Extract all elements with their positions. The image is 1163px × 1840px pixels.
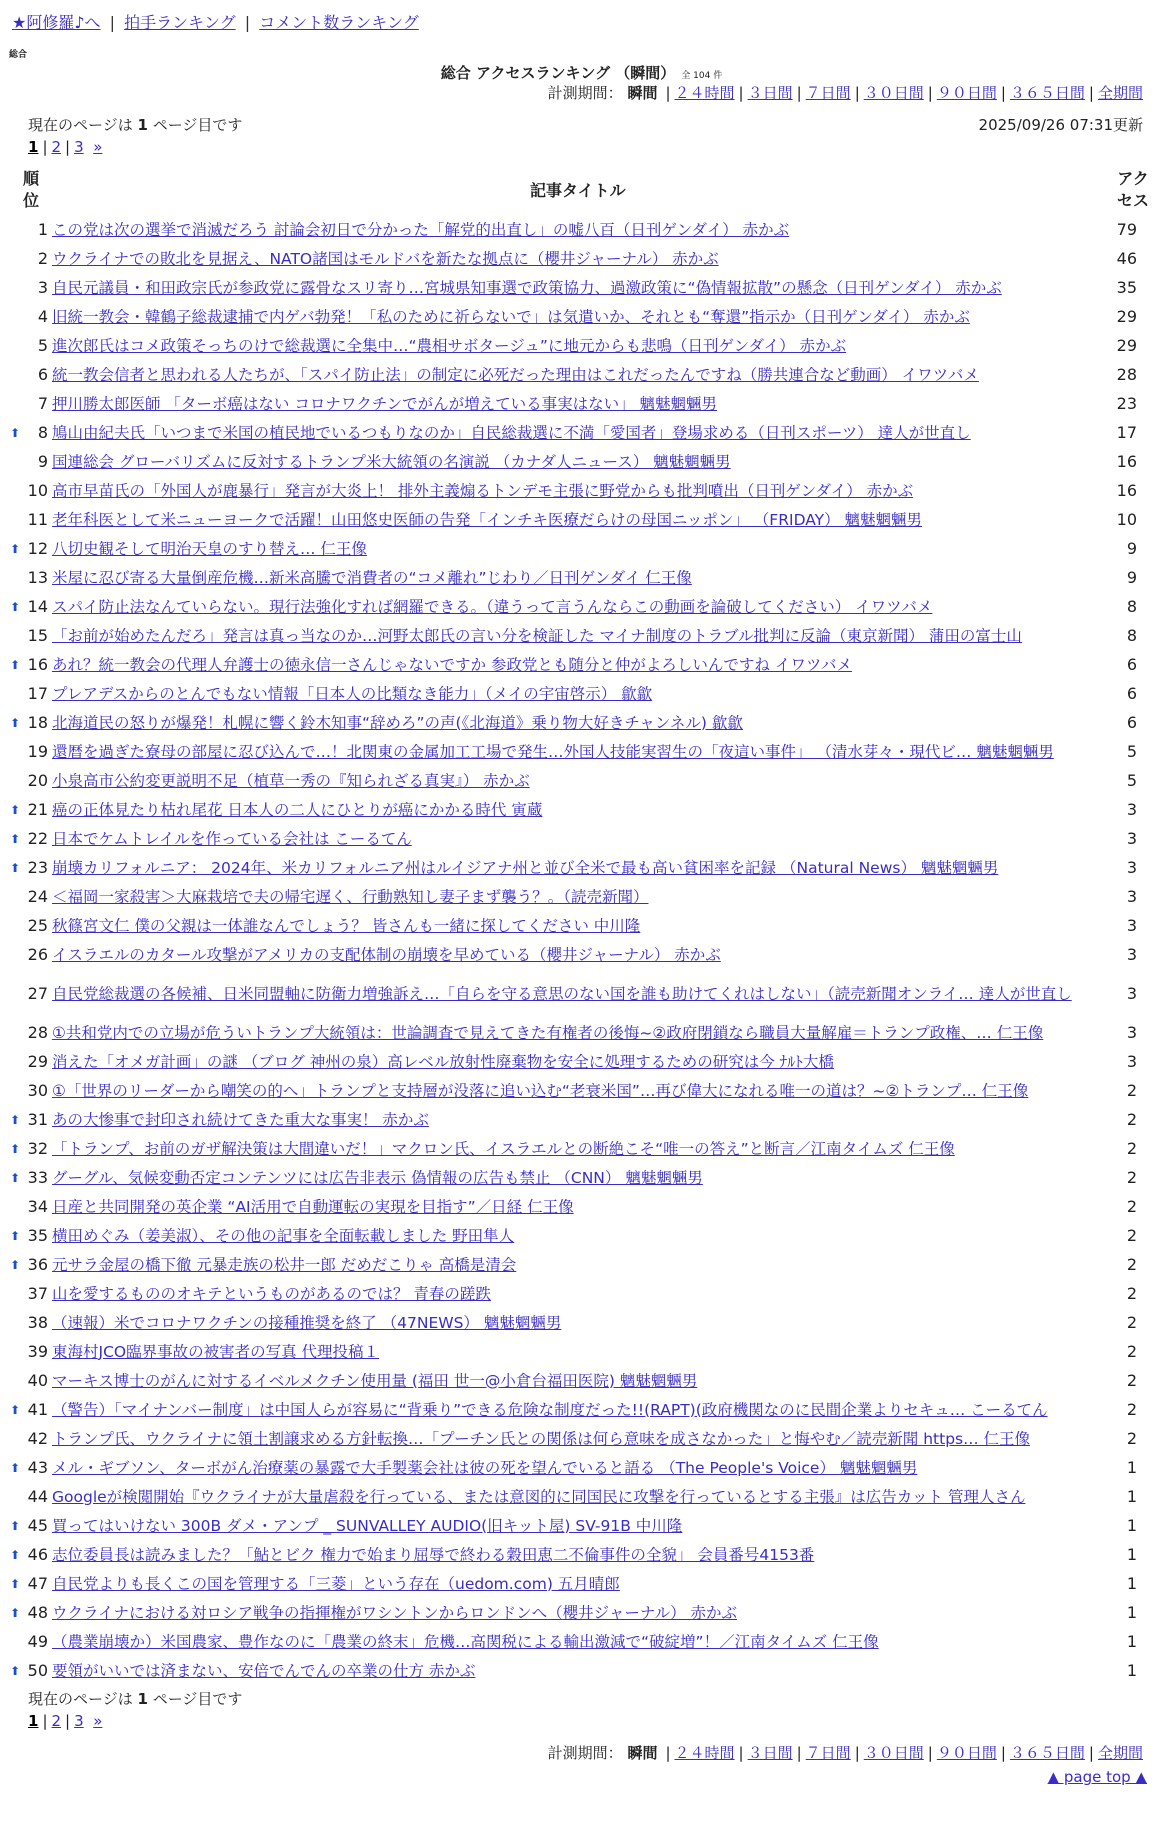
- access-count: 1: [1126, 1458, 1137, 1477]
- rank-number: 26: [27, 945, 48, 964]
- article-title-link[interactable]: 還暦を過ぎた寮母の部屋に忍び込んで…！北関東の金属加工工場で発生…外国人技能実習生の「夜這い事件」 （清水芽々・現代ビ… 魑魅魍魎男: [52, 742, 1054, 761]
- article-title-link[interactable]: グーグル、気候変動否定コンテンツには広告非表示 偽情報の広告も禁止 （CNN） 魑魅魍魎男: [52, 1168, 703, 1187]
- access-count: 2: [1126, 1081, 1137, 1100]
- table-row: [0, 882, 1163, 911]
- table-row: [0, 1627, 1163, 1656]
- table-row: [0, 331, 1163, 360]
- access-count: 17: [1116, 423, 1137, 442]
- table-row: [0, 766, 1163, 795]
- rank-number: 3: [37, 278, 48, 297]
- article-title-link[interactable]: 米屋に忍び寄る大量倒産危機…新米高騰で消費者の“コメ離れ”じわり／日刊ゲンダイ 仁王像: [52, 568, 692, 587]
- access-count: 8: [1126, 626, 1137, 645]
- article-title-link[interactable]: 押川勝太郎医師 「ターボ癌はない コロナワクチンでがんが増えている事実はない」 魑魅魍魎男: [52, 394, 718, 413]
- rank-number: 28: [27, 1023, 48, 1042]
- total-count: 全 104 件: [681, 71, 723, 81]
- table-row: [0, 1105, 1163, 1134]
- pager-link-2[interactable]: 2: [51, 1712, 62, 1730]
- access-count: 2: [1126, 1110, 1137, 1129]
- pager-next[interactable]: »: [93, 1712, 103, 1730]
- article-title-link[interactable]: 旧統一教会・韓鶴子総裁逮捕で内ゲバ勃発！「私のために祈らないで」は気遣いか、それとも“奪還”指示か（日刊ゲンダイ） 赤かぶ: [52, 307, 970, 326]
- article-title-link[interactable]: 統一教会信者と思われる人たちが、「スパイ防止法」の制定に必死だった理由はこれだったんですね（勝共連合など動画） イワツバメ: [52, 365, 979, 384]
- access-count: 2: [1126, 1371, 1137, 1390]
- up-arrow-icon: ⬆: [9, 860, 20, 875]
- access-count: 9: [1126, 568, 1137, 587]
- table-row: [0, 418, 1163, 447]
- up-arrow-icon: ⬆: [9, 1663, 20, 1678]
- article-title-link[interactable]: スパイ防止法なんていらない。現行法強化すれば網羅できる。（違うって言うんならこの動画を論破してください） イワツバメ: [52, 597, 933, 616]
- period-link-30d[interactable]: ３０日間: [863, 84, 924, 102]
- pager-next[interactable]: »: [93, 138, 103, 156]
- up-arrow-icon: ⬆: [9, 1170, 20, 1185]
- table-row: [0, 1511, 1163, 1540]
- table-row: [0, 592, 1163, 621]
- access-count: 2: [1126, 1197, 1137, 1216]
- up-arrow-icon: ⬆: [9, 1112, 20, 1127]
- article-title-link[interactable]: Googleが検閲開始『ウクライナが大量虐殺を行っている、または意図的に同国民に攻撃を行っているとする主張』は広告カット 管理人さん: [52, 1487, 1026, 1506]
- table-row: [0, 1482, 1163, 1511]
- access-count: 2: [1126, 1168, 1137, 1187]
- article-title-link[interactable]: 八切史観そして明治天皇のすり替え… 仁王像: [52, 539, 367, 558]
- access-count: 9: [1126, 539, 1137, 558]
- rank-number: 9: [37, 452, 48, 471]
- table-row: [0, 244, 1163, 273]
- access-count: 3: [1126, 916, 1137, 935]
- rank-number: 45: [27, 1516, 48, 1535]
- article-title-link[interactable]: プレアデスからのとんでもない情報「日本人の比類なき能力」（メイの宇宙啓示） 歙歙: [52, 684, 653, 703]
- up-arrow-icon: ⬆: [9, 1402, 20, 1417]
- table-row: [0, 737, 1163, 766]
- rank-number: 49: [27, 1632, 48, 1651]
- up-arrow-icon: ⬆: [9, 657, 20, 672]
- rank-number: 39: [27, 1342, 48, 1361]
- rank-number: 34: [27, 1197, 48, 1216]
- access-count: 29: [1116, 336, 1137, 355]
- access-count: 28: [1116, 365, 1137, 384]
- access-count: 2: [1126, 1226, 1137, 1245]
- up-arrow-icon: ⬆: [9, 1547, 20, 1562]
- rank-number: 18: [27, 713, 48, 732]
- rank-number: 24: [27, 887, 48, 906]
- table-row: [0, 824, 1163, 853]
- category-label: 総合: [9, 50, 28, 60]
- access-count: 3: [1126, 800, 1137, 819]
- access-count: 5: [1126, 771, 1137, 790]
- pager-top: 1 | 2 | 3 »: [28, 138, 103, 156]
- article-title-link[interactable]: （警告）「マイナンバー制度」は中国人らが容易に“背乗り”できる危険な制度だった!!(RAPT)(政府機関なのに民間企業よりセキュ… こーるてん: [52, 1400, 1048, 1419]
- access-count: 3: [1126, 945, 1137, 964]
- article-title-link[interactable]: 自民元議員・和田政宗氏が参政党に露骨なスリ寄り…宮城県知事選で政策協力、過激政策に“偽情報拡散”の懸念（日刊ゲンダイ） 赤かぶ: [52, 278, 1002, 297]
- access-count: 6: [1126, 655, 1137, 674]
- period-link-24h[interactable]: ２４時間: [674, 1744, 735, 1762]
- up-arrow-icon: ⬆: [9, 1518, 20, 1533]
- table-row: [0, 1453, 1163, 1482]
- access-count: 46: [1116, 249, 1137, 268]
- table-row: [0, 447, 1163, 476]
- rank-number: 6: [37, 365, 48, 384]
- article-title-link[interactable]: 北海道民の怒りが爆発！札幌に響く鈴木知事“辞めろ”の声(《北海道》乗り物大好きチャンネル) 歙歙: [52, 713, 743, 732]
- nav-separator: |: [244, 13, 251, 32]
- article-title-link[interactable]: （速報）米でコロナワクチンの接種推奨を終了 （47NEWS） 魑魅魍魎男: [52, 1313, 562, 1332]
- rank-number: 32: [27, 1139, 48, 1158]
- period-link-7d[interactable]: ７日間: [805, 84, 851, 102]
- table-row: [0, 1569, 1163, 1598]
- access-count: 2: [1126, 1139, 1137, 1158]
- article-title-link[interactable]: 崩壊カリフォルニア： 2024年、米カリフォルニア州はルイジアナ州と並び全米で最も高い貧困率を記録 （Natural News） 魑魅魍魎男: [52, 858, 999, 877]
- access-count: 3: [1126, 887, 1137, 906]
- table-row: [0, 1250, 1163, 1279]
- rank-number: 5: [37, 336, 48, 355]
- article-title-link[interactable]: 自民党よりも長くこの国を管理する「三菱」という存在（uedom.com) 五月晴郎: [52, 1574, 620, 1593]
- page-top-link[interactable]: ▲ page top ▲: [1047, 1768, 1147, 1786]
- rank-number: 8: [37, 423, 48, 442]
- article-title-link[interactable]: 日産と共同開発の英企業 “AI活用で自動運転の実現を目指す”／日経 仁王像: [52, 1197, 574, 1216]
- article-title-link[interactable]: 日本でケムトレイルを作っている会社は こーるてん: [52, 829, 412, 848]
- period-label: 計測期間：: [547, 1744, 623, 1762]
- table-row: [0, 650, 1163, 679]
- access-count: 1: [1126, 1545, 1137, 1564]
- table-row: [0, 1656, 1163, 1685]
- table-row: [0, 1308, 1163, 1337]
- page-info-suffix: ページ目です: [147, 116, 243, 134]
- page-info-bottom: [28, 1688, 242, 1709]
- pager-current: 1: [28, 138, 39, 156]
- rank-number: 27: [27, 984, 48, 1003]
- rank-number: 22: [27, 829, 48, 848]
- access-count: 1: [1126, 1661, 1137, 1680]
- ranking-title: 総合 アクセスランキング （瞬間）: [440, 64, 676, 82]
- article-title-link[interactable]: ウクライナでの敗北を見据え、NATO諸国はモルドバを新たな拠点に（櫻井ジャーナル） 赤かぶ: [52, 249, 719, 268]
- rank-number: 31: [27, 1110, 48, 1129]
- rank-number: 43: [27, 1458, 48, 1477]
- access-count: 1: [1126, 1516, 1137, 1535]
- period-current: 瞬間: [627, 1744, 658, 1762]
- access-count: 2: [1126, 1429, 1137, 1448]
- table-row: [0, 1337, 1163, 1366]
- access-count: 1: [1126, 1574, 1137, 1593]
- page-info-prefix: 現在のページは: [28, 1690, 138, 1708]
- article-title-link[interactable]: 鳩山由紀夫氏「いつまで米国の植民地でいるつもりなのか」自民総裁選に不満「愛国者」登場求める（日刊スポーツ） 達人が世直し: [52, 423, 971, 442]
- article-title-link[interactable]: ①「世界のリーダーから嘲笑の的へ」トランプと支持層が没落に追い込む“老衰米国”…再び偉大になれる唯一の道は？~②トランプ… 仁王像: [52, 1081, 1029, 1100]
- rank-number: 13: [27, 568, 48, 587]
- rank-number: 37: [27, 1284, 48, 1303]
- access-count: 16: [1116, 452, 1137, 471]
- table-row: [0, 1540, 1163, 1569]
- article-title-link[interactable]: 元サラ金屋の橋下徹 元暴走族の松井一郎 だめだこりゃ 高橋是清会: [52, 1255, 517, 1274]
- access-count: 10: [1116, 510, 1137, 529]
- table-row: [0, 1192, 1163, 1221]
- article-title-link[interactable]: 国連総会 グローバリズムに反対するトランプ米大統領の名演説 （カナダ人ニュース） 魑魅魍魎男: [52, 452, 731, 471]
- pager-link-3[interactable]: 3: [74, 138, 84, 156]
- up-arrow-icon: ⬆: [9, 1605, 20, 1620]
- period-selector-bottom: 計測期間： 瞬間 | ２４時間 | ３日間 | ７日間 | ３０日間 | ９０日間 | ３６５日間 | 全期間: [547, 1744, 1143, 1762]
- rank-number: 1: [37, 220, 48, 239]
- access-count: 35: [1116, 278, 1137, 297]
- access-count: 3: [1126, 829, 1137, 848]
- access-count: 79: [1116, 220, 1137, 239]
- table-row: [0, 1134, 1163, 1163]
- table-row: [0, 853, 1163, 882]
- rank-header: 順位: [22, 169, 39, 210]
- rank-number: 38: [27, 1313, 48, 1332]
- nav-link-comment-ranking[interactable]: コメント数ランキング: [259, 13, 419, 32]
- access-count: 2: [1126, 1255, 1137, 1274]
- up-arrow-icon: ⬆: [9, 1257, 20, 1272]
- period-link-7d[interactable]: ７日間: [805, 1744, 851, 1762]
- ranking-table: [0, 215, 1163, 1685]
- table-row: [0, 1221, 1163, 1250]
- table-row: [0, 1018, 1163, 1047]
- article-title-link[interactable]: ウクライナにおける対ロシア戦争の指揮権がワシントンからロンドンへ（櫻井ジャーナル） 赤かぶ: [52, 1603, 737, 1622]
- access-count: 23: [1116, 394, 1137, 413]
- access-count: 1: [1126, 1487, 1137, 1506]
- article-title-link[interactable]: マーキス博士のがんに対するイベルメクチン使用量 (福田 世一@小倉台福田医院) 魑魅魍魎男: [52, 1371, 698, 1390]
- rank-number: 33: [27, 1168, 48, 1187]
- up-arrow-icon: ⬆: [9, 541, 20, 556]
- article-title-link[interactable]: イスラエルのカタール攻撃がアメリカの支配体制の崩壊を早めている（櫻井ジャーナル） 赤かぶ: [52, 945, 721, 964]
- article-title-link[interactable]: 「お前が始めたんだろ」発言は真っ当なのか…河野太郎氏の言い分を検証した マイナ制度のトラブル批判に反論（東京新聞） 蒲田の富士山: [52, 626, 1022, 645]
- up-arrow-icon: ⬆: [9, 1228, 20, 1243]
- table-row: [0, 708, 1163, 737]
- period-selector-top: 計測期間： 瞬間 | ２４時間 | ３日間 | ７日間 | ３０日間 | ９０日間 | ３６５日間 | 全期間: [547, 84, 1143, 102]
- table-row: [0, 795, 1163, 824]
- access-count: 16: [1116, 481, 1137, 500]
- rank-number: 47: [27, 1574, 48, 1593]
- rank-number: 48: [27, 1603, 48, 1622]
- period-link-90d[interactable]: ９０日間: [936, 1744, 997, 1762]
- article-title-link[interactable]: 消えた「オメガ計画」の謎 （ブログ 神州の泉）高レベル放射性廃棄物を安全に処理するための研究は今 ﾅﾙﾄ大橋: [52, 1052, 834, 1071]
- rank-number: 44: [27, 1487, 48, 1506]
- up-arrow-icon: ⬆: [9, 1141, 20, 1156]
- period-label: 計測期間：: [547, 84, 623, 102]
- up-arrow-icon: ⬆: [9, 715, 20, 730]
- period-current: 瞬間: [627, 84, 658, 102]
- article-title-link[interactable]: 志位委員長は読みました？「鮎とビク 権力で始まり屈辱で終わる穀田恵二不倫事件の全貌」 会員番号4153番: [52, 1545, 815, 1564]
- table-row: [0, 389, 1163, 418]
- table-row: [0, 534, 1163, 563]
- page-title: [0, 62, 1163, 83]
- access-count: 1: [1126, 1603, 1137, 1622]
- table-row: [0, 360, 1163, 389]
- rank-number: 17: [27, 684, 48, 703]
- article-title-link[interactable]: 「トランプ、お前のガザ解決策は大間違いだ！」マクロン氏、イスラエルとの断絶こそ“唯一の答え”と断言／江南タイムズ 仁王像: [52, 1139, 955, 1158]
- access-count: 2: [1126, 1284, 1137, 1303]
- up-arrow-icon: ⬆: [9, 599, 20, 614]
- table-row: [0, 621, 1163, 650]
- period-link-24h[interactable]: ２４時間: [674, 84, 735, 102]
- up-arrow-icon: ⬆: [9, 1576, 20, 1591]
- article-title-link[interactable]: 自民党総裁選の各候補、日米同盟軸に防衛力増強訴え…「自らを守る意思のない国を誰も助けてくれはしない」（読売新聞オンライ… 達人が世直し: [52, 984, 1072, 1003]
- article-title-link[interactable]: ①共和党内での立場が危ういトランプ大統領は：世論調査で見えてきた有権者の後悔~②政府閉鎖なら職員大量解雇＝トランプ政権、… 仁王像: [52, 1023, 1044, 1042]
- rank-number: 36: [27, 1255, 48, 1274]
- period-link-all[interactable]: 全期間: [1097, 1744, 1143, 1762]
- table-row: [0, 215, 1163, 244]
- table-row: [0, 1279, 1163, 1308]
- access-count: 2: [1126, 1400, 1137, 1419]
- article-title-link[interactable]: 小泉高市公約変更説明不足（植草一秀の『知られざる真実』） 赤かぶ: [52, 771, 530, 790]
- table-row: [0, 563, 1163, 592]
- pager-current: 1: [28, 1712, 39, 1730]
- rank-number: 50: [27, 1661, 48, 1680]
- rank-number: 19: [27, 742, 48, 761]
- access-count: 2: [1126, 1313, 1137, 1332]
- title-header: 記事タイトル: [530, 181, 626, 200]
- table-row: [0, 1366, 1163, 1395]
- page-info-top: [28, 114, 242, 135]
- rank-number: 21: [27, 800, 48, 819]
- article-title-link[interactable]: メル・ギブソン、ターボがん治療薬の暴露で大手製薬会社は彼の死を望んでいると語る （The People's Voice） 魑魅魍魎男: [52, 1458, 918, 1477]
- article-title-link[interactable]: 横田めぐみ（姜美淑）、その他の記事を全面転載しました 野田隼人: [52, 1226, 515, 1245]
- top-nav: [12, 10, 419, 33]
- rank-number: 16: [27, 655, 48, 674]
- access-count: 2: [1126, 1342, 1137, 1361]
- up-arrow-icon: ⬆: [9, 831, 20, 846]
- page-info-number: 1: [137, 1690, 148, 1708]
- rank-number: 12: [27, 539, 48, 558]
- article-title-link[interactable]: 要領がいいでは済まない、安倍でんでんの卒業の仕方 赤かぶ: [52, 1661, 476, 1680]
- up-arrow-icon: ⬆: [9, 425, 20, 440]
- updated-timestamp: 2025/09/26 07:31更新: [978, 116, 1143, 134]
- period-link-365d[interactable]: ３６５日間: [1009, 1744, 1085, 1762]
- table-row: [0, 679, 1163, 708]
- nav-link-clap-ranking[interactable]: 拍手ランキング: [124, 13, 236, 32]
- rank-number: 15: [27, 626, 48, 645]
- period-link-365d[interactable]: ３６５日間: [1009, 84, 1085, 102]
- table-row: [0, 940, 1163, 969]
- period-link-all[interactable]: 全期間: [1097, 84, 1143, 102]
- pager-link-2[interactable]: 2: [51, 138, 62, 156]
- nav-link-asyura[interactable]: ★阿修羅♪へ: [12, 13, 101, 32]
- table-row: [0, 1424, 1163, 1453]
- rank-number: 10: [27, 481, 48, 500]
- rank-number: 4: [37, 307, 48, 326]
- table-row: [0, 911, 1163, 940]
- up-arrow-icon: ⬆: [9, 1460, 20, 1475]
- access-count: 3: [1126, 1023, 1137, 1042]
- access-count: 5: [1126, 742, 1137, 761]
- article-title-link[interactable]: 癌の正体見たり枯れ尾花 日本人の二人にひとりが癌にかかる時代 寅蔵: [52, 800, 543, 819]
- rank-number: 25: [27, 916, 48, 935]
- article-title-link[interactable]: 東海村JCO臨界事故の被害者の写真 代理投稿１: [52, 1342, 380, 1361]
- rank-number: 7: [37, 394, 48, 413]
- access-count: 6: [1126, 713, 1137, 732]
- table-row: [0, 273, 1163, 302]
- page-info-prefix: 現在のページは: [28, 116, 138, 134]
- up-arrow-icon: ⬆: [9, 802, 20, 817]
- access-count: 3: [1126, 1052, 1137, 1071]
- rank-number: 23: [27, 858, 48, 877]
- article-title-link[interactable]: この党は次の選挙で消滅だろう 討論会初日で分かった「解党的出直し」の嘘八百（日刊ゲンダイ） 赤かぶ: [52, 220, 790, 239]
- table-row: [0, 969, 1163, 1018]
- table-row: [0, 1163, 1163, 1192]
- rank-number: 35: [27, 1226, 48, 1245]
- article-title-link[interactable]: 山を愛するもののオキテというものがあるのでは？ 青春の蹉跌: [52, 1284, 491, 1303]
- access-count: 3: [1126, 984, 1137, 1003]
- rank-number: 2: [37, 249, 48, 268]
- access-count: 1: [1126, 1632, 1137, 1651]
- period-link-3d[interactable]: ３日間: [747, 84, 793, 102]
- period-link-90d[interactable]: ９０日間: [936, 84, 997, 102]
- article-title-link[interactable]: 進次郎氏はコメ政策そっちのけで総裁選に全集中…“農相サボタージュ”に地元からも悲鳴（日刊ゲンダイ） 赤かぶ: [52, 336, 847, 355]
- nav-separator: |: [109, 13, 116, 32]
- article-title-link[interactable]: あの大惨事で封印され続けてきた重大な事実！ 赤かぶ: [52, 1110, 429, 1129]
- access-count: 29: [1116, 307, 1137, 326]
- period-link-3d[interactable]: ３日間: [747, 1744, 793, 1762]
- page-info-suffix: ページ目です: [147, 1690, 243, 1708]
- access-count: 8: [1126, 597, 1137, 616]
- rank-number: 42: [27, 1429, 48, 1448]
- access-count: 6: [1126, 684, 1137, 703]
- article-title-link[interactable]: 秋篠宮文仁 僕の父親は一体誰なんでしょう？ 皆さんも一緒に探してください 中川隆: [52, 916, 641, 935]
- article-title-link[interactable]: 老年科医として米ニューヨークで活躍！山田悠史医師の告発「インチキ医療だらけの母国ニッポン」 （FRIDAY） 魑魅魍魎男: [52, 510, 923, 529]
- rank-number: 29: [27, 1052, 48, 1071]
- access-count: 3: [1126, 858, 1137, 877]
- rank-number: 46: [27, 1545, 48, 1564]
- table-row: [0, 1598, 1163, 1627]
- pager-link-3[interactable]: 3: [74, 1712, 84, 1730]
- pager-bottom: 1 | 2 | 3 »: [28, 1712, 103, 1730]
- period-link-30d[interactable]: ３０日間: [863, 1744, 924, 1762]
- table-row: [0, 476, 1163, 505]
- article-title-link[interactable]: 買ってはいけない 300B ダメ・アンプ _ SUNVALLEY AUDIO(旧キット屋) SV-91B 中川隆: [52, 1516, 683, 1535]
- table-row: [0, 1395, 1163, 1424]
- rank-number: 40: [27, 1371, 48, 1390]
- article-title-link[interactable]: あれ？統一教会の代理人弁護士の徳永信一さんじゃないですか 参政党とも随分と仲がよろしいんですね イワツバメ: [52, 655, 853, 674]
- table-row: [0, 302, 1163, 331]
- rank-number: 20: [27, 771, 48, 790]
- article-title-link[interactable]: 高市早苗氏の「外国人が鹿暴行」発言が大炎上！ 排外主義煽るトンデモ主張に野党からも批判噴出（日刊ゲンダイ） 赤かぶ: [52, 481, 914, 500]
- rank-number: 30: [27, 1081, 48, 1100]
- access-header: アクセス: [1116, 169, 1149, 210]
- rank-number: 41: [27, 1400, 48, 1419]
- article-title-link[interactable]: トランプ氏、ウクライナに領土割譲求める方針転換…「プーチン氏との関係は何ら意味を成さなかった」と悔やむ／読売新聞 https… 仁王像: [52, 1429, 1031, 1448]
- rank-number: 14: [27, 597, 48, 616]
- table-row: [0, 1047, 1163, 1076]
- article-title-link[interactable]: （農業崩壊か）米国農家、豊作なのに「農業の終末」危機…高関税による輸出激減で“破綻増”！／江南タイムズ 仁王像: [52, 1632, 879, 1651]
- rank-number: 11: [27, 510, 48, 529]
- page-info-number: 1: [137, 116, 148, 134]
- table-row: [0, 1076, 1163, 1105]
- article-title-link[interactable]: ＜福岡一家殺害＞大麻栽培で夫の帰宅遅く、行動熟知し妻子まず襲う？。（読売新聞）: [52, 887, 649, 906]
- table-row: [0, 505, 1163, 534]
